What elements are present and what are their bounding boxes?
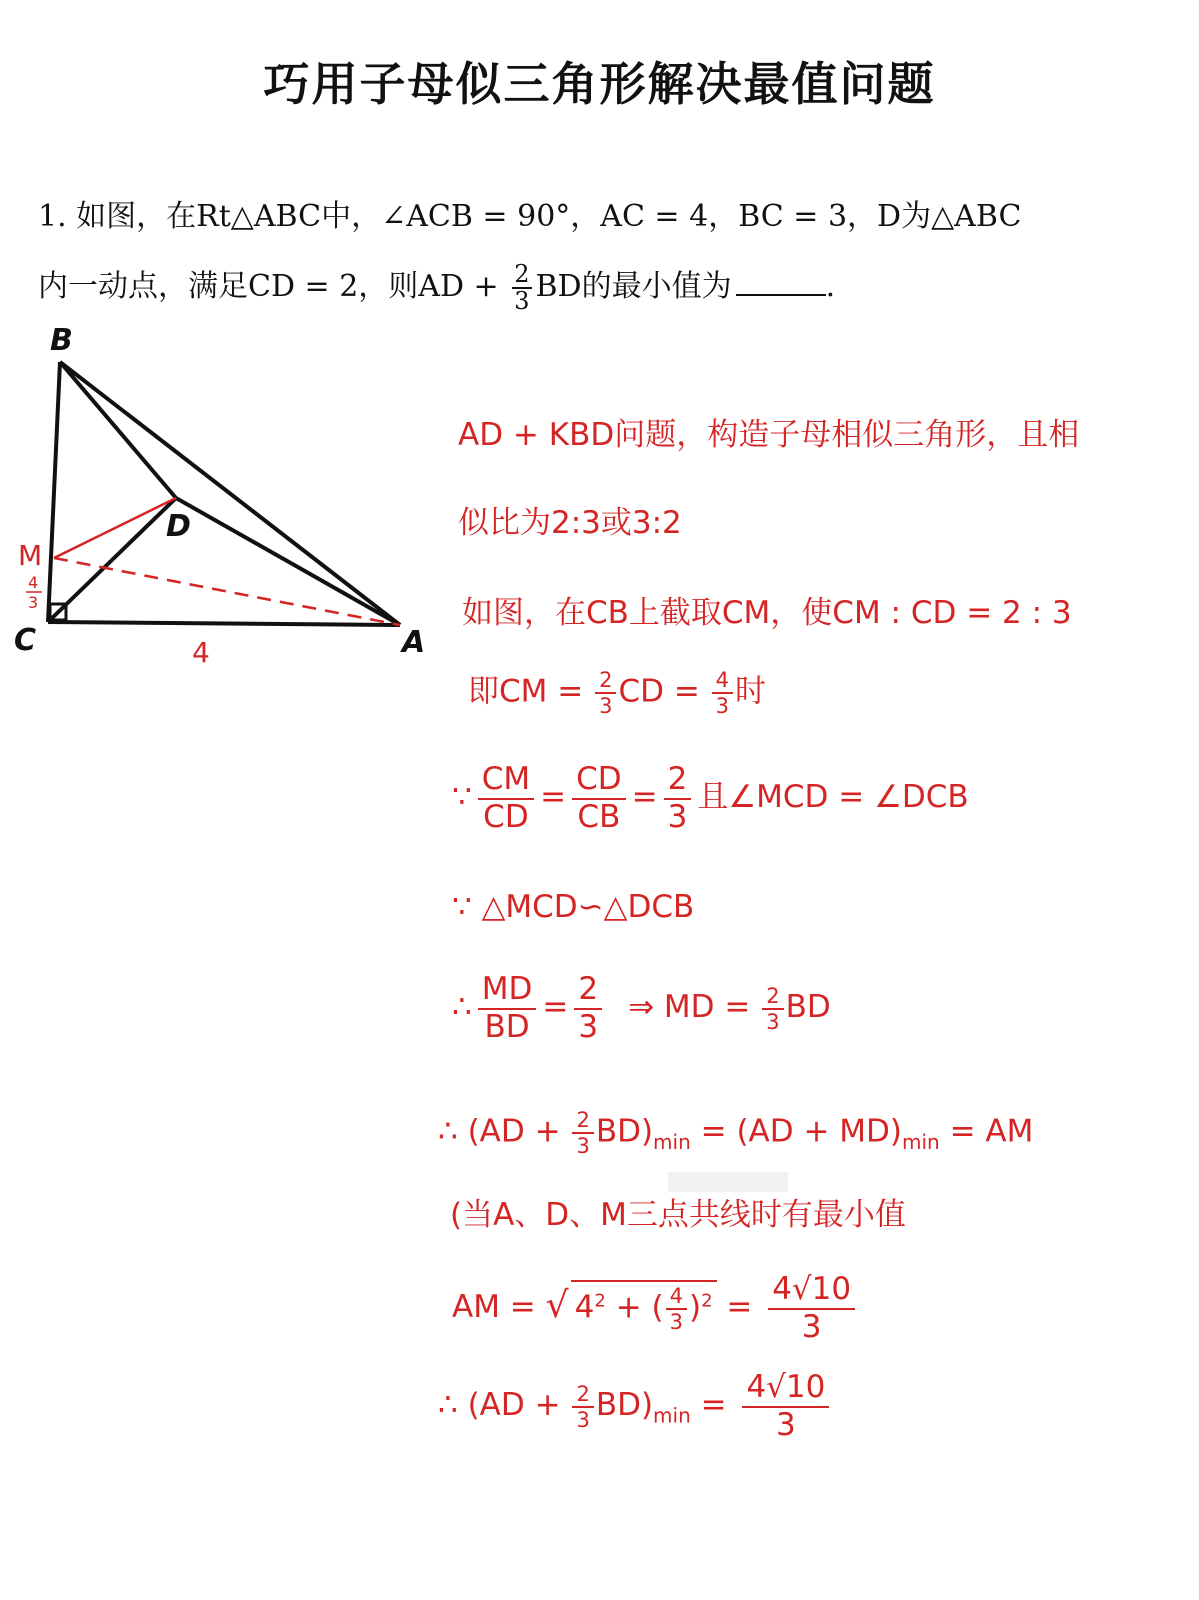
page-title: 巧用子母似三角形解决最值问题 [263, 57, 936, 111]
text: = AM [939, 1113, 1034, 1150]
exponent: 2 [594, 1289, 606, 1311]
text: = [540, 779, 567, 816]
text: 时 [735, 673, 767, 710]
problem-line-1: 1. 如图，在Rt△ABC中，∠ACB = 90°，AC = 4，BC = 3，D为△ABC [38, 199, 1022, 234]
problem-text-suffix: BD的最小值为 [535, 269, 732, 305]
fraction [572, 1382, 593, 1432]
solution-line-11 [438, 1370, 835, 1443]
segment-DA [176, 498, 400, 625]
text: 即CM = [468, 673, 594, 710]
text: = [716, 1289, 763, 1326]
denominator: CB [577, 798, 621, 835]
solution-line-4 [468, 668, 766, 718]
label-A: A [402, 625, 426, 660]
segment-MA-dashed [54, 558, 400, 625]
subscript: min [653, 1129, 691, 1154]
segment-BC [48, 362, 60, 622]
numerator: 2 [572, 1108, 593, 1134]
fraction [595, 668, 616, 718]
label-C: C [14, 623, 37, 658]
denominator: 3 [576, 1407, 590, 1432]
denominator: CD [483, 798, 529, 835]
label-M: M [18, 539, 43, 572]
solution-line-2: 似比为2:3或3:2 [458, 505, 682, 541]
label-CM-denominator: 3 [28, 593, 39, 612]
numerator: CD [572, 762, 626, 800]
numerator: CM [478, 762, 534, 800]
text: BD) [595, 1113, 654, 1150]
solution-line-1: AD + KBD问题，构造子母相似三角形，且相 [458, 417, 1080, 453]
numerator: 2 [595, 668, 616, 694]
text: AM = [452, 1289, 546, 1326]
denominator: 3 [776, 1406, 796, 1443]
text: 且∠MCD = ∠DCB [697, 779, 969, 816]
watermark-overlay [668, 1172, 788, 1192]
segment-BA [60, 362, 400, 625]
fraction-denominator: 3 [514, 287, 530, 316]
fraction [664, 762, 692, 835]
fraction [768, 1272, 855, 1345]
solution-line-3: 如图，在CB上截取CM，使CM : CD = 2 : 3 [462, 595, 1072, 631]
text: BD [785, 989, 831, 1026]
fraction [572, 762, 626, 835]
solution-line-6: ∵ △MCD∽△DCB [452, 889, 695, 925]
denominator: 3 [766, 1009, 780, 1034]
text: = [542, 989, 569, 1026]
problem-text-prefix: 内一动点，满足CD = 2，则AD + [38, 269, 509, 305]
segment-CA [48, 622, 400, 625]
solution-line-8 [438, 1108, 1033, 1158]
denominator: 3 [667, 798, 688, 835]
fraction [666, 1284, 687, 1334]
numerator: 4 [712, 668, 733, 694]
numerator: 4√10 [742, 1370, 829, 1408]
denominator: 3 [715, 694, 730, 719]
label-CM-numerator: 4 [28, 573, 39, 592]
solution-line-9: (当A、D、M三点共线时有最小值 [450, 1197, 906, 1233]
triangle-figure [0, 320, 460, 680]
text: ∴ (AD + [438, 1387, 571, 1424]
segment-BD [60, 362, 176, 498]
fraction [478, 972, 537, 1045]
numerator: 4 [666, 1284, 687, 1310]
fraction [762, 984, 783, 1034]
denominator: 3 [576, 1134, 590, 1159]
fraction [572, 1108, 593, 1158]
fraction [742, 1370, 829, 1443]
fraction [574, 972, 602, 1045]
problem-fraction [512, 262, 531, 314]
denominator: 3 [669, 1309, 683, 1334]
problem-end: . [825, 269, 836, 305]
solution-line-5 [452, 762, 969, 835]
subscript: min [902, 1129, 940, 1154]
text: = [631, 779, 658, 816]
text: = [690, 1387, 737, 1424]
exponent: 2 [701, 1289, 713, 1311]
radicand: $4^2$ + ( $\frac{4}{3}$ )$^2$ [571, 1280, 717, 1334]
text: CD = [618, 673, 710, 710]
denominator: 3 [801, 1308, 822, 1345]
radical-sign: √ [545, 1285, 569, 1327]
text: BD) [595, 1387, 654, 1424]
denominator: 3 [578, 1008, 599, 1045]
text: + [605, 1289, 652, 1326]
fraction [478, 762, 534, 835]
label-D: D [166, 509, 191, 544]
segment-MD [54, 498, 176, 558]
denominator: 3 [599, 694, 613, 719]
solution-line-7 [452, 972, 831, 1045]
label-AC-length: 4 [192, 636, 210, 669]
because-symbol: ∵ [452, 779, 472, 816]
denominator: BD [484, 1008, 530, 1045]
numerator: MD [478, 972, 537, 1010]
numerator: 2 [762, 984, 783, 1010]
numerator: 2 [664, 762, 692, 800]
label-B: B [50, 323, 73, 358]
answer-blank [736, 294, 826, 296]
problem-line-2 [38, 262, 835, 314]
text: ∴ (AD + [438, 1113, 571, 1150]
fraction-numerator: 2 [514, 260, 530, 288]
numerator: 2 [574, 972, 602, 1010]
subscript: min [653, 1403, 691, 1428]
text: ⇒ MD = [628, 989, 761, 1026]
text: 4 [574, 1289, 595, 1326]
numerator: 4√10 [768, 1272, 855, 1310]
solution-line-10 [452, 1272, 861, 1345]
text: = (AD + MD) [690, 1113, 903, 1150]
numerator: 2 [572, 1382, 593, 1408]
fraction [712, 668, 733, 718]
therefore-symbol: ∴ [452, 989, 472, 1026]
